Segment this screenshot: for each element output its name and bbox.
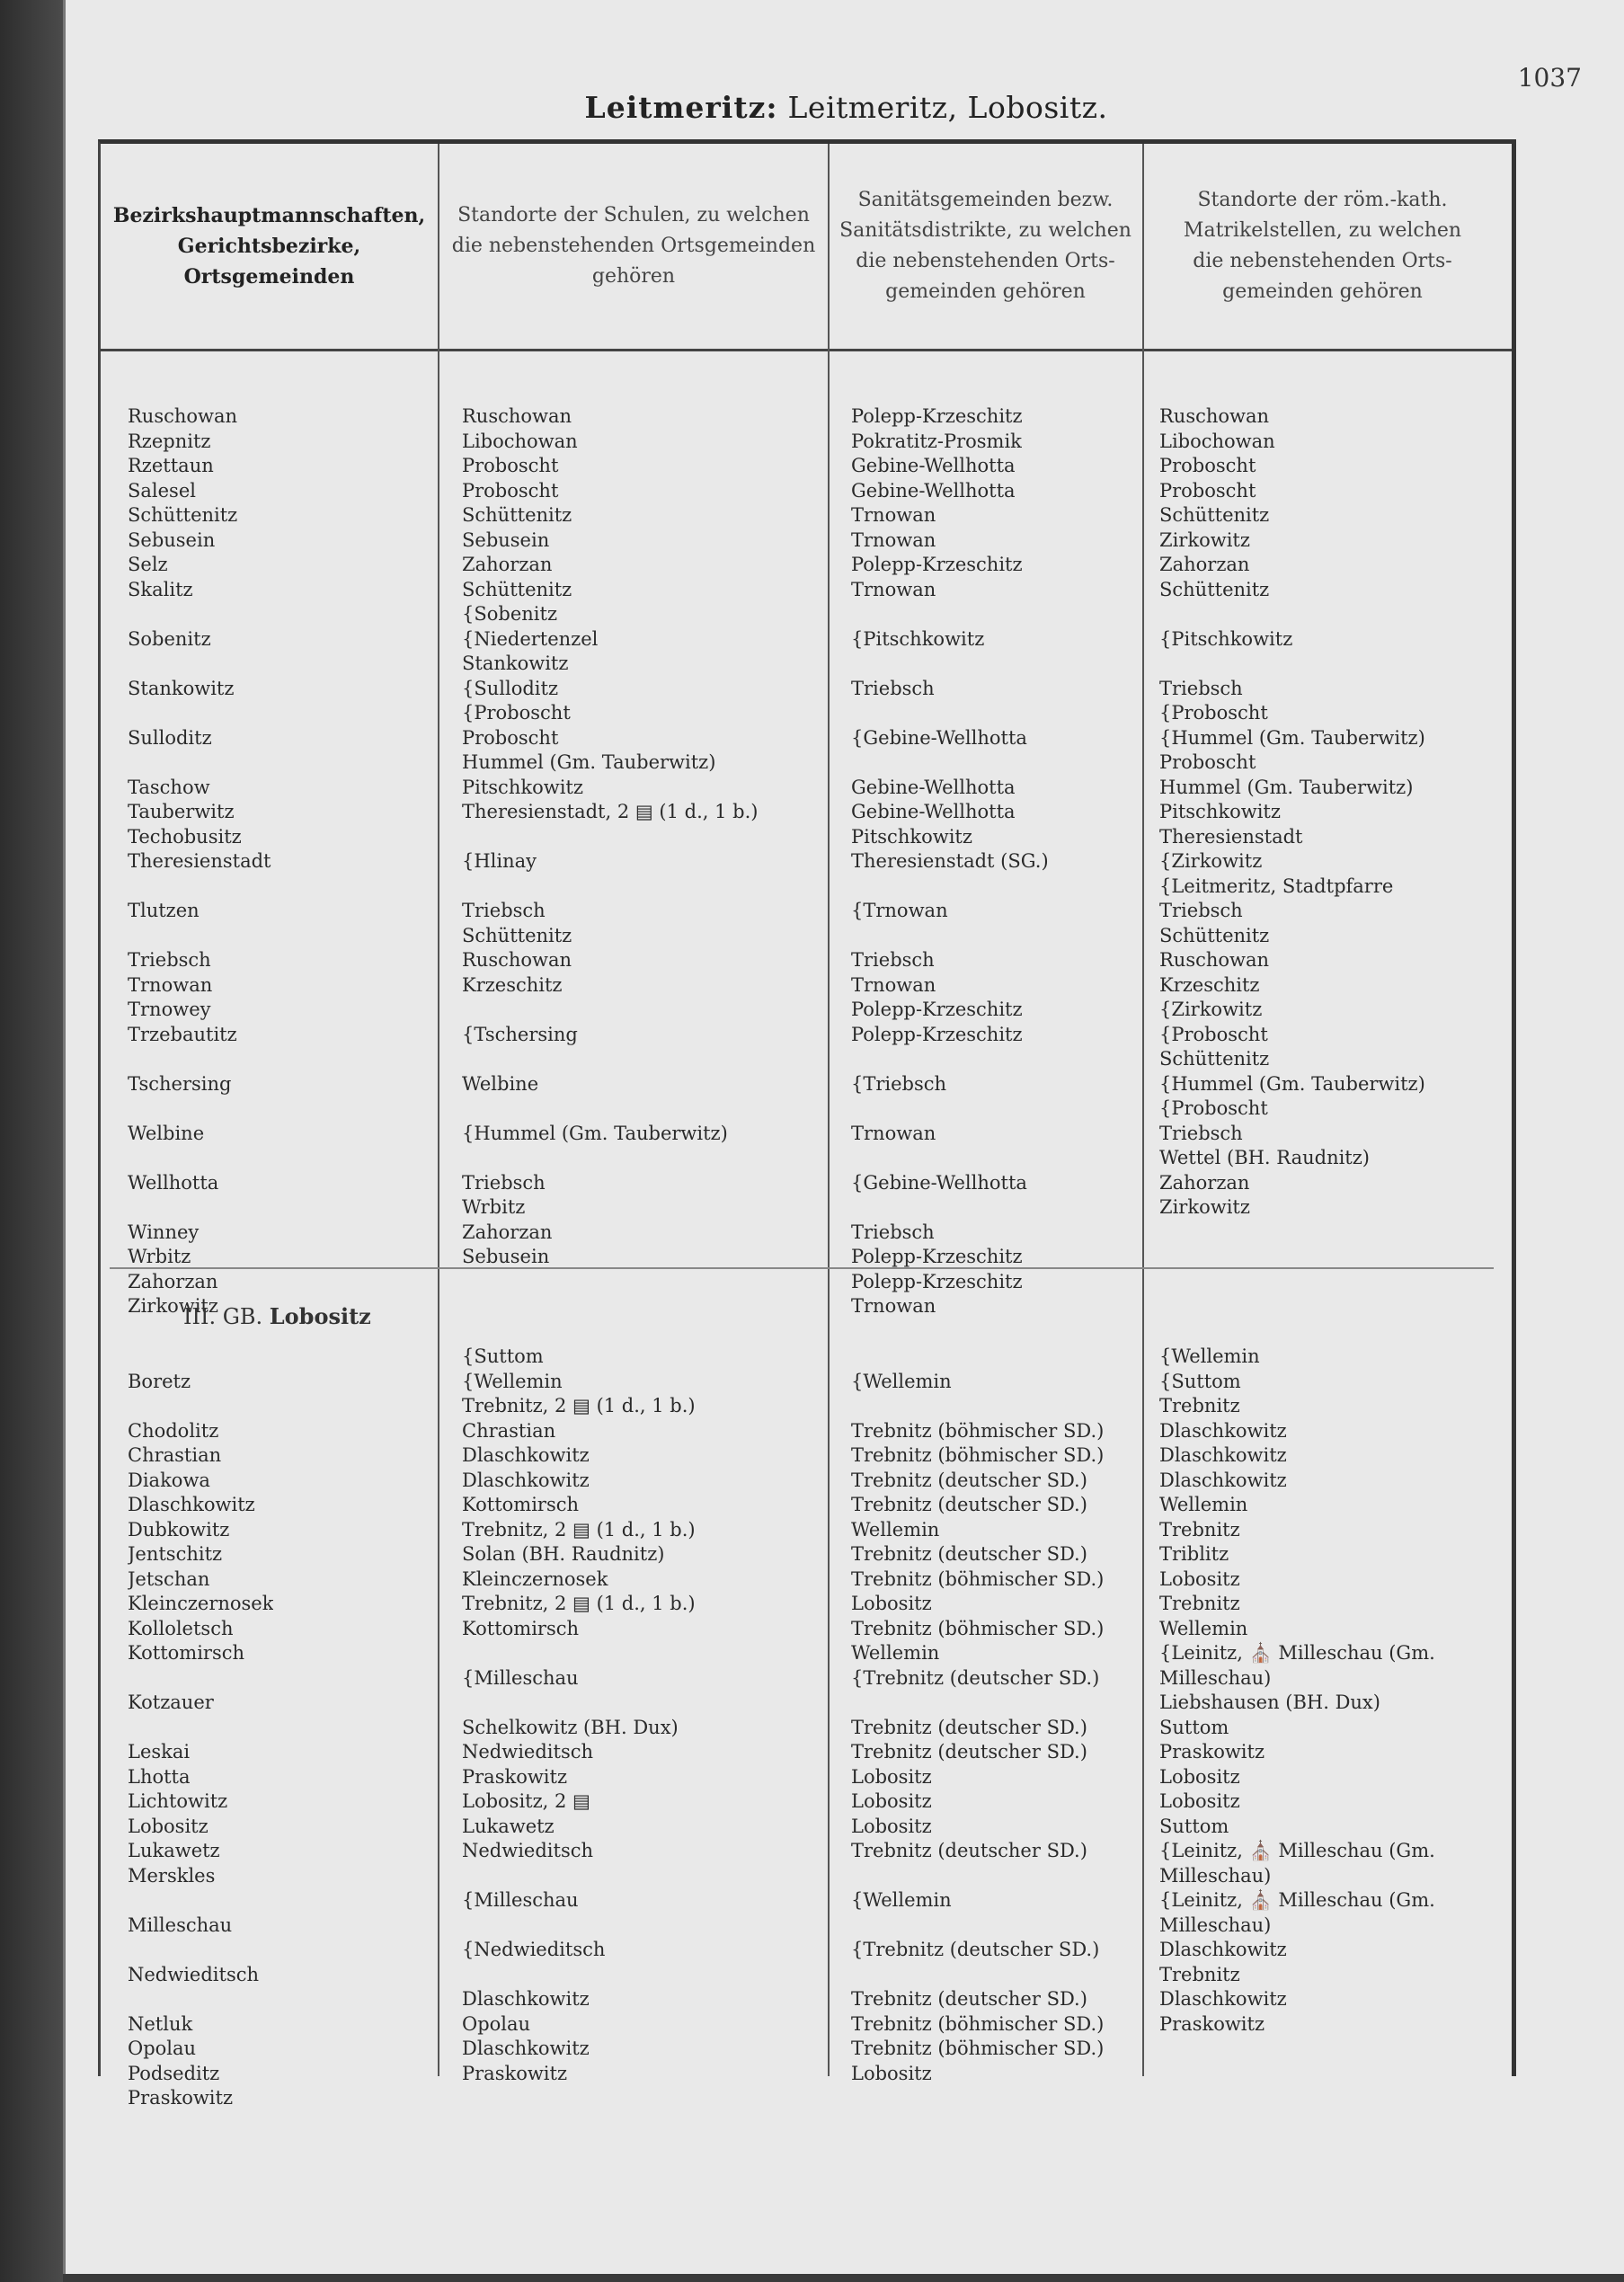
table-cell: Praskowitz bbox=[462, 1765, 568, 1788]
table-cell: Sebusein bbox=[462, 1246, 550, 1267]
table-cell bbox=[462, 998, 758, 1023]
table-cell: Tauberwitz bbox=[128, 801, 235, 822]
table-cell: Triebsch bbox=[851, 949, 935, 971]
table-cell: Sebusein bbox=[462, 528, 550, 551]
table-cell: {Trebnitz (deutscher SD.) bbox=[851, 1939, 1100, 1960]
table-cell: Trebnitz (deutscher SD.) bbox=[851, 1741, 1087, 1763]
table-cell: Dlaschkowitz bbox=[1159, 1469, 1287, 1491]
table-cell: Lukawetz bbox=[462, 1815, 555, 1837]
table-cell: Theresienstadt bbox=[1159, 825, 1303, 848]
table-cell: Lobositz bbox=[1159, 1790, 1240, 1812]
table-cell bbox=[462, 1641, 696, 1666]
table-cell: {Leinitz, ⛪ Milleschau (Gm. bbox=[1159, 1642, 1435, 1664]
table-cell: Opolau bbox=[462, 2012, 531, 2035]
table-cell: Podseditz bbox=[128, 2062, 220, 2084]
table-cell: Merskles bbox=[128, 1864, 216, 1887]
table-cell: Trebnitz (deutscher SD.) bbox=[851, 1840, 1087, 1861]
table-cell: Trebnitz bbox=[1159, 1593, 1240, 1614]
table-cell: Wellemin bbox=[851, 1642, 940, 1664]
table-cell: Trnowan bbox=[851, 973, 936, 996]
page-number: 1037 bbox=[1517, 63, 1582, 93]
table-cell: Rzepnitz bbox=[128, 430, 211, 452]
table-cell: Zahorzan bbox=[462, 1221, 553, 1243]
register-table bbox=[98, 139, 1516, 2109]
table-cell: Taschow bbox=[128, 776, 210, 798]
table-cell: {Gebine-Wellhotta bbox=[851, 726, 1027, 749]
table-cell: Polepp-Krzeschitz bbox=[851, 554, 1023, 575]
table-cell: Triebsch bbox=[1159, 900, 1243, 921]
page-title bbox=[66, 90, 1624, 125]
header-sanitaetsgemeinden: Sanitätsgemeinden bezw. Sanitätsdistrikte, zu welchen die nebenstehenden Orts- gemeinden gehören bbox=[839, 189, 1131, 303]
table-cell: Diakowa bbox=[128, 1469, 210, 1491]
table-cell: Trebnitz bbox=[1159, 1395, 1240, 1416]
table-cell bbox=[128, 750, 271, 776]
table-cell bbox=[462, 875, 758, 900]
table-cell: Schelkowitz (BH. Dux) bbox=[462, 1716, 679, 1738]
table-cell: Dlaschkowitz bbox=[462, 2038, 590, 2059]
table-cell: Trebnitz (deutscher SD.) bbox=[851, 1716, 1087, 1738]
table-cell: {Gebine-Wellhotta bbox=[851, 1171, 1027, 1194]
table-cell: Trnowan bbox=[851, 578, 936, 600]
table-cell: Kottomirsch bbox=[128, 1642, 245, 1664]
table-cell: Ruschowan bbox=[1159, 405, 1270, 427]
table-cell: Gebine-Wellhotta bbox=[851, 776, 1016, 798]
section-name: Lobositz bbox=[269, 1303, 371, 1329]
table-cell: {Milleschau bbox=[462, 1666, 579, 1689]
table-cell bbox=[1159, 652, 1425, 677]
table-cell: Lobositz bbox=[1159, 1567, 1240, 1590]
table-cell bbox=[128, 1097, 271, 1122]
table-cell: Trnowan bbox=[851, 1295, 936, 1317]
table-cell: Milleschau) bbox=[1159, 1864, 1272, 1887]
section2-sanitaet-column bbox=[851, 1345, 1104, 2086]
table-cell bbox=[851, 1047, 1049, 1072]
table-cell: Trebnitz (böhmischer SD.) bbox=[851, 1617, 1105, 1639]
table-cell: {Hummel (Gm. Tauberwitz) bbox=[1159, 726, 1425, 749]
table-cell bbox=[128, 924, 271, 949]
table-cell: {Hummel (Gm. Tauberwitz) bbox=[462, 1122, 728, 1144]
table-cell: Chrastian bbox=[128, 1444, 222, 1466]
table-cell: Zirkowitz bbox=[1159, 1196, 1250, 1218]
table-cell: Dubkowitz bbox=[128, 1518, 230, 1541]
table-cell bbox=[128, 1195, 271, 1221]
table-cell: {Wellemin bbox=[851, 1889, 952, 1911]
table-cell bbox=[128, 701, 271, 726]
table-cell: Proboscht bbox=[462, 479, 559, 502]
table-cell: Winney bbox=[128, 1221, 200, 1243]
table-cell: Trnowan bbox=[851, 1122, 936, 1144]
table-cell: Triebsch bbox=[462, 900, 546, 921]
table-cell: {Proboscht bbox=[1159, 1023, 1268, 1045]
table-cell: Tlutzen bbox=[128, 900, 200, 921]
table-cell: Tschersing bbox=[128, 1072, 232, 1095]
table-cell bbox=[128, 875, 271, 900]
table-cell bbox=[128, 1666, 273, 1692]
table-cell bbox=[851, 1097, 1049, 1122]
table-cell bbox=[128, 1716, 273, 1741]
table-cell: Trebnitz, 2 ▤ (1 d., 1 b.) bbox=[462, 1593, 696, 1614]
table-cell: Gebine-Wellhotta bbox=[851, 455, 1016, 476]
table-cell: Selz bbox=[128, 554, 168, 575]
table-cell: Trebnitz (deutscher SD.) bbox=[851, 1469, 1087, 1491]
table-cell bbox=[851, 1394, 1104, 1419]
table-cell: Proboscht bbox=[462, 455, 559, 476]
table-cell: Trzebautitz bbox=[128, 1023, 237, 1045]
table-cell bbox=[128, 1146, 271, 1171]
table-cell: Milleschau) bbox=[1159, 1666, 1272, 1689]
table-cell bbox=[462, 1864, 696, 1889]
table-cell: Chrastian bbox=[462, 1419, 556, 1442]
table-cell: Trebnitz (böhmischer SD.) bbox=[851, 2012, 1105, 2035]
table-cell: Zahorzan bbox=[1159, 554, 1250, 575]
table-cell: Triebsch bbox=[462, 1171, 546, 1194]
table-cell: Lobositz bbox=[851, 2062, 932, 2084]
table-cell: Wrbitz bbox=[128, 1246, 191, 1267]
table-cell: Sebusein bbox=[128, 528, 216, 551]
table-cell: Wellemin bbox=[851, 1518, 940, 1541]
section1-gemeinden-column bbox=[128, 404, 271, 1319]
table-cell: Rzettaun bbox=[128, 455, 214, 476]
table-cell: Proboscht bbox=[1159, 479, 1256, 502]
table-cell: Leskai bbox=[128, 1741, 191, 1763]
table-cell: Zahorzan bbox=[1159, 1171, 1250, 1194]
table-cell: {Proboscht bbox=[1159, 1097, 1268, 1119]
table-cell bbox=[462, 1047, 758, 1072]
table-cell: Hummel (Gm. Tauberwitz) bbox=[462, 751, 716, 773]
table-cell bbox=[851, 1345, 1104, 1370]
table-header-row bbox=[101, 144, 1512, 351]
table-cell: {Zirkowitz bbox=[1159, 850, 1263, 872]
section1-matrikel-column bbox=[1159, 404, 1425, 1221]
table-cell: Lukawetz bbox=[128, 1840, 220, 1861]
table-cell: Jentschitz bbox=[128, 1543, 223, 1565]
column-divider bbox=[828, 144, 830, 2076]
table-cell: {Hlinay bbox=[462, 850, 537, 872]
table-cell: Pitschkowitz bbox=[462, 776, 583, 798]
table-cell: Kleinczernosek bbox=[462, 1567, 608, 1590]
table-cell: {Proboscht bbox=[1159, 702, 1268, 724]
table-cell: Lobositz bbox=[1159, 1765, 1240, 1788]
table-cell: Dlaschkowitz bbox=[128, 1494, 255, 1515]
table-cell: Schüttenitz bbox=[462, 578, 572, 600]
table-cell: Dlaschkowitz bbox=[1159, 1988, 1287, 2010]
table-cell: Lobositz bbox=[851, 1765, 932, 1788]
table-cell: Lhotta bbox=[128, 1765, 191, 1788]
table-cell: Praskowitz bbox=[1159, 1741, 1265, 1763]
header-ortsgemeinden: Bezirkshauptmannschaften, Gerichtsbezirke, Ortsgemeinden bbox=[112, 204, 426, 289]
table-cell: Trebnitz (böhmischer SD.) bbox=[851, 1419, 1105, 1442]
table-cell: Welbine bbox=[462, 1072, 539, 1095]
table-cell: Ruschowan bbox=[1159, 949, 1270, 971]
book-spine bbox=[0, 0, 63, 2282]
table-cell: {Wellemin bbox=[851, 1370, 952, 1392]
table-cell: Nedwieditsch bbox=[462, 1741, 594, 1763]
table-cell: Dlaschkowitz bbox=[462, 1988, 590, 2010]
table-cell: Polepp-Krzeschitz bbox=[851, 999, 1023, 1020]
table-cell: Kottomirsch bbox=[462, 1617, 580, 1639]
table-cell: Polepp-Krzeschitz bbox=[851, 1023, 1023, 1045]
table-cell bbox=[462, 1914, 696, 1939]
table-cell: Stankowitz bbox=[128, 677, 235, 699]
table-cell: Pitschkowitz bbox=[851, 825, 972, 848]
table-cell: Ruschowan bbox=[128, 405, 238, 427]
table-cell: Praskowitz bbox=[462, 2062, 568, 2084]
table-cell: Polepp-Krzeschitz bbox=[851, 1270, 1023, 1292]
table-cell: Trebnitz, 2 ▤ (1 d., 1 b.) bbox=[462, 1518, 696, 1541]
table-cell: {Milleschau bbox=[462, 1889, 579, 1911]
table-cell bbox=[462, 825, 758, 850]
table-cell: Kottomirsch bbox=[462, 1494, 580, 1515]
table-cell bbox=[128, 1987, 273, 2012]
table-cell bbox=[851, 1914, 1104, 1939]
table-cell: Dlaschkowitz bbox=[1159, 1444, 1287, 1466]
table-cell: Zirkowitz bbox=[1159, 528, 1250, 551]
table-cell bbox=[462, 1691, 696, 1716]
table-cell: {Zirkowitz bbox=[1159, 999, 1263, 1020]
table-cell: Proboscht bbox=[1159, 455, 1256, 476]
table-cell: {Pitschkowitz bbox=[851, 627, 985, 650]
table-cell: Nedwieditsch bbox=[462, 1840, 594, 1861]
section1-schulen-column bbox=[462, 404, 758, 1270]
table-cell: Netluk bbox=[128, 2012, 193, 2035]
table-cell: Theresienstadt bbox=[128, 850, 271, 872]
section-divider bbox=[110, 1267, 1494, 1269]
table-cell: Triebsch bbox=[1159, 1122, 1243, 1144]
table-cell: Welbine bbox=[128, 1122, 205, 1144]
table-cell: Lichtowitz bbox=[128, 1790, 228, 1812]
table-cell: Schüttenitz bbox=[1159, 504, 1270, 526]
table-cell: Theresienstadt, 2 ▤ (1 d., 1 b.) bbox=[462, 801, 759, 822]
table-cell bbox=[851, 750, 1049, 776]
table-cell: {Wellemin bbox=[462, 1370, 563, 1392]
header-schulen: Standorte der Schulen, zu welchen die nebenstehenden Ortsgemeinden gehören bbox=[451, 204, 816, 288]
table-cell: Trebnitz, 2 ▤ (1 d., 1 b.) bbox=[462, 1395, 696, 1416]
table-cell: Jetschan bbox=[128, 1567, 210, 1590]
table-cell: Pokratitz-Prosmik bbox=[851, 430, 1022, 452]
table-cell: Kleinczernosek bbox=[128, 1593, 274, 1614]
table-cell: Trebnitz (deutscher SD.) bbox=[851, 1543, 1087, 1565]
table-cell: Schüttenitz bbox=[1159, 578, 1270, 600]
table-cell: Boretz bbox=[128, 1370, 191, 1392]
table-cell: Trebnitz (böhmischer SD.) bbox=[851, 1567, 1105, 1590]
table-cell: Wellemin bbox=[1159, 1494, 1248, 1515]
column-divider bbox=[438, 144, 439, 2076]
table-cell: Nedwieditsch bbox=[128, 1963, 260, 1985]
table-cell: Dlaschkowitz bbox=[462, 1444, 590, 1466]
table-cell: Schüttenitz bbox=[128, 504, 238, 526]
table-cell bbox=[462, 1097, 758, 1122]
section-prefix: III. GB. bbox=[183, 1304, 263, 1329]
table-cell: Suttom bbox=[1159, 1716, 1229, 1738]
table-cell: Praskowitz bbox=[128, 2087, 234, 2109]
table-cell: Trebnitz bbox=[1159, 1518, 1240, 1541]
section2-schulen-column bbox=[462, 1345, 696, 2086]
table-cell: Lobositz bbox=[851, 1593, 932, 1614]
table-cell bbox=[851, 701, 1049, 726]
table-cell: Ruschowan bbox=[462, 405, 572, 427]
table-cell bbox=[851, 602, 1049, 627]
table-cell: Wettel (BH. Raudnitz) bbox=[1159, 1147, 1371, 1168]
table-cell: Sobenitz bbox=[128, 627, 211, 650]
table-cell bbox=[851, 1864, 1104, 1889]
table-cell: Kotzauer bbox=[128, 1692, 214, 1713]
table-cell bbox=[851, 1195, 1049, 1221]
table-cell: {Trnowan bbox=[851, 900, 948, 921]
table-cell bbox=[128, 1938, 273, 1963]
table-cell: Solan (BH. Raudnitz) bbox=[462, 1543, 665, 1565]
table-cell: Wrbitz bbox=[462, 1196, 526, 1218]
table-cell: Libochowan bbox=[462, 430, 578, 452]
table-cell: Triebsch bbox=[1159, 677, 1243, 699]
column-divider bbox=[1142, 144, 1144, 2076]
table-cell: Schüttenitz bbox=[1159, 1048, 1270, 1070]
table-cell: Triebsch bbox=[851, 677, 935, 699]
table-cell: {Proboscht bbox=[462, 702, 571, 724]
table-cell: Libochowan bbox=[1159, 430, 1275, 452]
table-cell: Lobositz bbox=[128, 1815, 209, 1837]
table-cell: Zirkowitz bbox=[128, 1295, 218, 1317]
table-cell: Schüttenitz bbox=[462, 924, 572, 946]
table-cell: {Niedertenzel bbox=[462, 627, 599, 650]
table-cell: Milleschau bbox=[128, 1914, 233, 1936]
table-cell: Wellemin bbox=[1159, 1617, 1248, 1639]
table-cell: Skalitz bbox=[128, 578, 193, 600]
table-cell: Dlaschkowitz bbox=[1159, 1419, 1287, 1442]
section2-gemeinden-column bbox=[128, 1345, 273, 2111]
table-cell: {Pitschkowitz bbox=[1159, 627, 1293, 650]
table-cell: {Leitmeritz, Stadtpfarre bbox=[1159, 875, 1394, 897]
table-cell: {Leinitz, ⛪ Milleschau (Gm. bbox=[1159, 1889, 1435, 1911]
table-cell: Lobositz bbox=[851, 1790, 932, 1812]
table-cell bbox=[851, 875, 1049, 900]
section2-matrikel-column bbox=[1159, 1345, 1435, 2037]
table-cell: Schüttenitz bbox=[1159, 924, 1270, 946]
table-cell: {Trebnitz (deutscher SD.) bbox=[851, 1666, 1100, 1689]
table-cell: Ruschowan bbox=[462, 949, 572, 971]
table-cell: Proboscht bbox=[462, 726, 559, 749]
table-cell: Krzeschitz bbox=[1159, 973, 1260, 996]
table-cell: {Triebsch bbox=[851, 1072, 947, 1095]
table-cell bbox=[128, 1394, 273, 1419]
table-cell: Lobositz, 2 ▤ bbox=[462, 1790, 590, 1812]
table-cell: {Suttom bbox=[462, 1345, 544, 1367]
table-cell: Trnowan bbox=[851, 528, 936, 551]
table-cell: Techobusitz bbox=[128, 825, 242, 848]
table-cell: {Hummel (Gm. Tauberwitz) bbox=[1159, 1072, 1425, 1095]
table-cell: Zahorzan bbox=[128, 1270, 218, 1292]
table-cell: Triblitz bbox=[1159, 1543, 1229, 1565]
table-cell: Trebnitz bbox=[1159, 1963, 1240, 1985]
table-cell: Wellhotta bbox=[128, 1171, 219, 1194]
table-cell bbox=[851, 924, 1049, 949]
table-cell: Opolau bbox=[128, 2038, 197, 2059]
table-cell bbox=[851, 1963, 1104, 1988]
table-cell bbox=[462, 1146, 758, 1171]
table-cell: Schüttenitz bbox=[462, 504, 572, 526]
table-cell: {Tschersing bbox=[462, 1023, 578, 1045]
table-cell bbox=[128, 602, 271, 627]
table-cell: {Leinitz, ⛪ Milleschau (Gm. bbox=[1159, 1840, 1435, 1861]
title-region: Leitmeritz: bbox=[584, 90, 778, 125]
table-cell: Pitschkowitz bbox=[1159, 801, 1281, 822]
table-cell: {Nedwieditsch bbox=[462, 1939, 606, 1960]
table-cell: Lobositz bbox=[851, 1815, 932, 1837]
table-cell: Trebnitz (deutscher SD.) bbox=[851, 1988, 1087, 2010]
table-cell bbox=[128, 652, 271, 677]
table-cell: Salesel bbox=[128, 479, 196, 502]
section1-sanitaet-column bbox=[851, 404, 1049, 1319]
table-cell: Proboscht bbox=[1159, 751, 1256, 773]
table-cell: Polepp-Krzeschitz bbox=[851, 405, 1023, 427]
table-cell bbox=[851, 1146, 1049, 1171]
table-cell: {Sobenitz bbox=[462, 603, 558, 625]
title-districts: Leitmeritz, Lobositz. bbox=[787, 90, 1108, 125]
table-cell: {Suttom bbox=[1159, 1370, 1241, 1392]
table-cell: Trebnitz (deutscher SD.) bbox=[851, 1494, 1087, 1515]
table-cell: Zahorzan bbox=[462, 554, 553, 575]
table-cell: Theresienstadt (SG.) bbox=[851, 850, 1049, 872]
table-cell bbox=[462, 1963, 696, 1988]
table-cell: Chodolitz bbox=[128, 1419, 219, 1442]
table-cell: Hummel (Gm. Tauberwitz) bbox=[1159, 776, 1414, 798]
table-cell: Stankowitz bbox=[462, 653, 569, 674]
table-cell: {Wellemin bbox=[1159, 1345, 1260, 1367]
table-cell: Dlaschkowitz bbox=[1159, 1939, 1287, 1960]
table-cell: Trebnitz (böhmischer SD.) bbox=[851, 2038, 1105, 2059]
table-cell: Trnowan bbox=[851, 504, 936, 526]
table-cell: Trebnitz (böhmischer SD.) bbox=[851, 1444, 1105, 1466]
section-title-lobositz bbox=[183, 1303, 371, 1329]
table-cell bbox=[851, 652, 1049, 677]
table-cell: Gebine-Wellhotta bbox=[851, 479, 1016, 502]
table-cell: Dlaschkowitz bbox=[462, 1469, 590, 1491]
table-cell: Triebsch bbox=[851, 1221, 935, 1243]
table-cell: Milleschau) bbox=[1159, 1914, 1272, 1936]
table-cell: Krzeschitz bbox=[462, 973, 563, 996]
table-cell bbox=[851, 1691, 1104, 1716]
table-cell bbox=[1159, 602, 1425, 627]
table-cell: Polepp-Krzeschitz bbox=[851, 1246, 1023, 1267]
table-cell bbox=[128, 1888, 273, 1914]
table-cell: Praskowitz bbox=[1159, 2012, 1265, 2035]
table-cell: Liebshausen (BH. Dux) bbox=[1159, 1692, 1380, 1713]
header-matrikelstellen: Standorte der röm.-kath. Matrikelstellen, zu welchen die nebenstehenden Orts- gemeinden gehören bbox=[1183, 189, 1462, 303]
table-cell bbox=[128, 1047, 271, 1072]
table-cell: {Sulloditz bbox=[462, 677, 559, 699]
table-cell: Kolloletsch bbox=[128, 1617, 234, 1639]
table-cell: Gebine-Wellhotta bbox=[851, 801, 1016, 822]
table-cell bbox=[128, 1345, 273, 1370]
table-cell: Suttom bbox=[1159, 1815, 1229, 1837]
table-cell: Trnowan bbox=[128, 973, 213, 996]
table-cell: Sulloditz bbox=[128, 726, 212, 749]
table-cell: Triebsch bbox=[128, 949, 211, 971]
table-cell: Trnowey bbox=[128, 999, 211, 1020]
document-page bbox=[63, 0, 1624, 2274]
